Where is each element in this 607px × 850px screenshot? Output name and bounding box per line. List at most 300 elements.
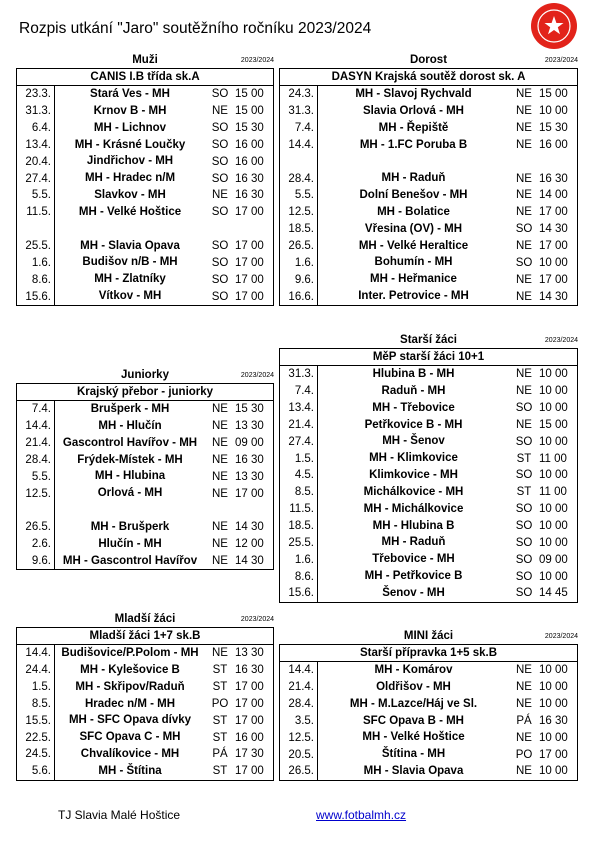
match-date: 25.5. <box>25 240 51 253</box>
match-weekday: PO <box>211 697 229 710</box>
match-time: 14 30 <box>235 521 264 534</box>
match-teams: MH - Štítina <box>54 763 205 780</box>
match-teams: Frýdek-Místek - MH <box>54 452 205 469</box>
match-weekday: NE <box>516 88 532 101</box>
match-time: 17 00 <box>539 206 568 219</box>
match-time: 10 00 <box>539 256 568 269</box>
match-date: 5.6. <box>31 765 51 778</box>
section-title: Mladší žáci <box>114 613 176 625</box>
match-date: 14.4. <box>288 664 314 677</box>
match-teams: MH - Lichnov <box>54 120 205 137</box>
competition-name: Mladší žáci 1+7 sk.B <box>16 627 274 645</box>
match-time: 12 00 <box>235 538 264 551</box>
match-date: 1.6. <box>31 256 51 269</box>
match-time: 16 30 <box>235 172 264 185</box>
match-list <box>16 401 274 570</box>
match-row <box>280 366 577 383</box>
match-date: 9.6. <box>31 555 51 568</box>
match-date: 1.5. <box>31 681 51 694</box>
match-row <box>17 254 273 271</box>
match-date: 28.4. <box>25 453 51 466</box>
match-time: 15 30 <box>539 122 568 135</box>
match-teams: Šenov - MH <box>317 585 509 602</box>
match-date: 18.5. <box>288 520 314 533</box>
match-weekday: ST <box>212 765 228 778</box>
match-teams: Stará Ves - MH <box>54 86 205 103</box>
match-date: 20.4. <box>25 155 51 168</box>
match-row <box>17 662 273 679</box>
match-row <box>17 536 273 553</box>
match-weekday: NE <box>516 385 532 398</box>
match-date: 28.4. <box>288 698 314 711</box>
section-mladsi <box>16 612 274 781</box>
match-date: 21.4. <box>288 418 314 431</box>
match-weekday: SO <box>515 469 533 482</box>
match-time: 17 00 <box>235 273 264 286</box>
match-row <box>17 137 273 154</box>
match-row <box>17 153 273 170</box>
match-time: 17 00 <box>539 748 568 761</box>
match-time: 15 30 <box>235 403 264 416</box>
match-weekday: ST <box>516 452 532 465</box>
match-row <box>17 468 273 485</box>
match-time: 11 00 <box>539 452 567 465</box>
match-teams: Štítina - MH <box>317 746 509 763</box>
match-weekday: NE <box>516 765 532 778</box>
match-teams <box>317 153 509 170</box>
match-time: 14 30 <box>539 223 568 236</box>
match-row <box>280 746 577 763</box>
match-teams: Raduň - MH <box>317 383 509 400</box>
match-date: 14.4. <box>25 647 51 660</box>
section-title: MINI žáci <box>403 630 454 642</box>
match-teams: MH - Raduň <box>317 170 509 187</box>
match-row <box>17 485 273 502</box>
match-time: 15 30 <box>235 122 264 135</box>
match-row <box>17 712 273 729</box>
section-muzi <box>16 53 274 306</box>
match-teams: MH - Gascontrol Havířov <box>54 553 205 570</box>
match-weekday: NE <box>516 698 532 711</box>
match-teams: SFC Opava C - MH <box>54 729 205 746</box>
match-date: 31.3. <box>288 368 314 381</box>
match-date: 12.5. <box>288 731 314 744</box>
match-weekday: NE <box>212 555 228 568</box>
match-teams: Budišovice/P.Polom - MH <box>54 645 205 662</box>
match-row <box>17 763 273 780</box>
match-time: 17 00 <box>235 240 264 253</box>
match-time: 10 00 <box>539 368 568 381</box>
section-starsi <box>279 333 578 603</box>
match-weekday: NE <box>516 273 532 286</box>
match-time: 16 30 <box>235 664 264 677</box>
match-time: 10 00 <box>539 105 568 118</box>
competition-name: CANIS I.B třída sk.A <box>16 68 274 86</box>
competition-name: Starší přípravka 1+5 sk.B <box>279 644 578 662</box>
match-row <box>280 120 577 137</box>
match-row <box>280 153 577 170</box>
match-teams: MH - SFC Opava dívky <box>54 712 205 729</box>
match-row <box>280 467 577 484</box>
match-teams: MH - Hlubina <box>54 468 205 485</box>
match-weekday: SO <box>515 402 533 415</box>
match-date: 14.4. <box>25 420 51 433</box>
match-date: 6.4. <box>31 122 51 135</box>
match-weekday: NE <box>212 453 228 466</box>
match-row <box>280 383 577 400</box>
match-date: 22.5. <box>25 731 51 744</box>
competition-name: Krajský přebor - juniorky <box>16 383 274 401</box>
match-teams: MH - Hlučín <box>54 418 205 435</box>
match-date: 7.4. <box>294 122 314 135</box>
match-row <box>17 435 273 452</box>
match-date: 31.3. <box>288 105 314 118</box>
match-teams: Gascontrol Havířov - MH <box>54 435 205 452</box>
match-teams: MH - Kylešovice B <box>54 662 205 679</box>
match-weekday: NE <box>212 521 228 534</box>
match-row <box>280 433 577 450</box>
match-teams: Vítkov - MH <box>54 288 205 305</box>
match-teams: MH - M.Lazce/Háj ve Sl. <box>317 696 509 713</box>
match-teams: MH - Slavia Opava <box>317 763 509 780</box>
match-date: 26.5. <box>25 521 51 534</box>
match-weekday: SO <box>211 172 229 185</box>
match-teams: MH - Třebovice <box>317 400 509 417</box>
section-title: Dorost <box>409 54 448 66</box>
match-row <box>280 729 577 746</box>
match-date: 5.5. <box>31 470 51 483</box>
match-date: 16.6. <box>288 290 314 303</box>
match-date: 1.6. <box>294 256 314 269</box>
match-row <box>17 238 273 255</box>
match-row <box>280 585 577 602</box>
season-label: 2023/2024 <box>240 616 274 623</box>
footer-club-name: TJ Slavia Malé Hoštice <box>58 808 181 822</box>
match-row <box>17 746 273 763</box>
match-weekday: PÁ <box>516 714 532 727</box>
match-weekday: NE <box>212 437 228 450</box>
match-date: 25.5. <box>288 536 314 549</box>
match-time: 17 00 <box>235 290 264 303</box>
match-date: 1.5. <box>294 452 314 465</box>
match-time: 10 00 <box>539 681 568 694</box>
match-weekday: NE <box>212 487 228 500</box>
match-date: 1.6. <box>294 553 314 566</box>
match-teams <box>54 221 205 238</box>
match-date: 11.5. <box>26 206 51 219</box>
match-weekday: NE <box>516 731 532 744</box>
match-teams: MH - Komárov <box>317 662 509 679</box>
match-row <box>17 696 273 713</box>
section-juniorky <box>16 368 274 570</box>
match-teams: Hlubina B - MH <box>317 366 509 383</box>
match-teams: Hlučín - MH <box>54 536 205 553</box>
match-date: 23.3. <box>25 88 51 101</box>
section-title: Juniorky <box>121 369 169 381</box>
match-teams: Slavia Orlová - MH <box>317 103 509 120</box>
match-teams: MH - Heřmanice <box>317 271 509 288</box>
match-date: 15.6. <box>25 290 51 303</box>
season-label: 2023/2024 <box>544 57 578 64</box>
match-date: 2.6. <box>31 538 51 551</box>
match-time: 10 00 <box>539 503 568 516</box>
match-time: 16 30 <box>235 189 264 202</box>
match-weekday: ST <box>212 714 228 727</box>
match-time: 10 00 <box>539 570 568 583</box>
match-time: 10 00 <box>539 536 568 549</box>
match-row <box>280 679 577 696</box>
match-weekday: NE <box>212 189 228 202</box>
match-list <box>16 645 274 781</box>
match-weekday: NE <box>516 105 532 118</box>
match-list <box>16 86 274 306</box>
section-mini <box>279 629 578 781</box>
match-weekday: SO <box>515 587 533 600</box>
website-link[interactable]: www.fotbalmh.cz <box>316 808 407 822</box>
match-weekday: SO <box>515 435 533 448</box>
match-row <box>17 679 273 696</box>
match-date: 3.5. <box>294 714 314 727</box>
match-teams: Bohumín - MH <box>317 254 509 271</box>
match-teams: MH - Raduň <box>317 534 509 551</box>
match-teams: MH - Velké Hoštice <box>54 204 205 221</box>
match-weekday: SO <box>515 223 533 236</box>
match-date: 27.4. <box>25 172 51 185</box>
match-row <box>280 551 577 568</box>
match-time: 15 00 <box>539 88 568 101</box>
match-row <box>17 170 273 187</box>
match-teams: MH - Krásné Loučky <box>54 137 205 154</box>
match-teams: MH - Skřipov/Raduň <box>54 679 205 696</box>
match-weekday: SO <box>515 553 533 566</box>
match-teams: MH - Hlubina B <box>317 518 509 535</box>
match-weekday: ST <box>212 664 228 677</box>
match-teams <box>54 502 205 519</box>
match-time: 10 00 <box>539 765 568 778</box>
match-row <box>17 288 273 305</box>
match-teams: Krnov B - MH <box>54 103 205 120</box>
match-row <box>280 288 577 305</box>
match-weekday: NE <box>516 206 532 219</box>
match-teams: Slavkov - MH <box>54 187 205 204</box>
match-date: 26.5. <box>288 765 314 778</box>
match-teams: Orlová - MH <box>54 485 205 502</box>
match-date: 21.4. <box>288 681 314 694</box>
match-teams: Vřesina (OV) - MH <box>317 221 509 238</box>
match-time: 11 00 <box>539 486 567 499</box>
section-dorost <box>279 53 578 306</box>
match-teams: MH - Slavoj Rychvald <box>317 86 509 103</box>
match-teams: Hradec n/M - MH <box>54 696 205 713</box>
match-weekday: ST <box>212 731 228 744</box>
match-row <box>280 103 577 120</box>
season-label: 2023/2024 <box>544 633 578 640</box>
match-date: 5.5. <box>31 189 51 202</box>
match-time: 14 30 <box>539 290 568 303</box>
match-teams: MH - Klimkovice <box>317 450 509 467</box>
match-row <box>280 696 577 713</box>
competition-name: DASYN Krajská soutěž dorost sk. A <box>279 68 578 86</box>
match-time: 14 30 <box>235 555 264 568</box>
match-weekday: SO <box>515 520 533 533</box>
match-weekday: ST <box>516 486 532 499</box>
match-weekday: NE <box>516 122 532 135</box>
match-time: 14 00 <box>539 189 568 202</box>
match-date: 13.4. <box>288 402 314 415</box>
match-list <box>279 662 578 781</box>
match-teams: MH - Brušperk <box>54 519 205 536</box>
match-weekday: NE <box>516 172 532 185</box>
match-time: 13 30 <box>235 420 264 433</box>
match-time: 14 45 <box>539 587 568 600</box>
match-row <box>280 568 577 585</box>
match-date: 7.4. <box>31 403 51 416</box>
match-row <box>17 271 273 288</box>
match-row <box>280 450 577 467</box>
match-weekday: NE <box>212 403 228 416</box>
match-weekday: NE <box>516 368 532 381</box>
match-time: 15 00 <box>235 105 264 118</box>
match-teams: MH - 1.FC Poruba B <box>317 137 509 154</box>
match-date: 14.4. <box>288 138 314 151</box>
match-time: 16 30 <box>539 714 568 727</box>
match-time: 17 00 <box>539 240 568 253</box>
match-row <box>280 534 577 551</box>
match-teams: MH - Slavia Opava <box>54 238 205 255</box>
match-weekday: SO <box>211 206 229 219</box>
match-date: 11.5. <box>289 503 314 516</box>
match-row <box>280 501 577 518</box>
match-weekday: SO <box>211 88 229 101</box>
match-weekday: NE <box>212 105 228 118</box>
match-time: 16 00 <box>235 138 264 151</box>
match-time: 16 00 <box>235 155 264 168</box>
match-time: 15 00 <box>235 88 264 101</box>
match-weekday: SO <box>211 155 229 168</box>
match-list <box>279 86 578 306</box>
match-row <box>17 502 273 519</box>
match-time: 10 00 <box>539 402 568 415</box>
match-row <box>280 238 577 255</box>
match-date: 7.4. <box>294 385 314 398</box>
match-teams: Budišov n/B - MH <box>54 254 205 271</box>
match-row <box>17 401 273 418</box>
match-weekday: NE <box>212 420 228 433</box>
match-date: 27.4. <box>288 435 314 448</box>
match-row <box>17 553 273 570</box>
match-date: 13.4. <box>25 138 51 151</box>
section-title: Starší žáci <box>400 334 457 346</box>
match-row <box>280 86 577 103</box>
match-date: 15.5. <box>25 714 51 727</box>
match-teams: Dolní Benešov - MH <box>317 187 509 204</box>
match-row <box>17 103 273 120</box>
match-date: 28.4. <box>288 172 314 185</box>
match-time: 17 00 <box>235 697 264 710</box>
match-row <box>17 519 273 536</box>
match-time: 16 00 <box>539 138 568 151</box>
match-teams: MH - Velké Hoštice <box>317 729 509 746</box>
match-weekday: NE <box>516 138 532 151</box>
match-row <box>280 417 577 434</box>
match-row <box>280 170 577 187</box>
match-weekday: NE <box>212 647 228 660</box>
match-weekday: SO <box>515 256 533 269</box>
match-row <box>280 137 577 154</box>
match-teams: Michálkovice - MH <box>317 484 509 501</box>
match-teams: MH - Bolatice <box>317 204 509 221</box>
match-time: 13 30 <box>235 647 264 660</box>
page-title: Rozpis utkání "Jaro" soutěžního ročníku 2023/2024 <box>19 20 372 37</box>
match-teams: MH - Zlatníky <box>54 271 205 288</box>
match-date: 5.5. <box>294 189 314 202</box>
match-row <box>280 518 577 535</box>
match-row <box>280 221 577 238</box>
match-teams: Oldřišov - MH <box>317 679 509 696</box>
match-teams: MH - Petřkovice B <box>317 568 509 585</box>
match-weekday: NE <box>516 664 532 677</box>
match-weekday: SO <box>211 290 229 303</box>
match-time: 17 00 <box>235 487 264 500</box>
match-date: 24.4. <box>25 664 51 677</box>
match-weekday: PO <box>515 748 533 761</box>
match-weekday: SO <box>211 122 229 135</box>
match-time: 09 00 <box>235 437 264 450</box>
match-weekday: SO <box>211 273 229 286</box>
match-time: 10 00 <box>539 435 568 448</box>
match-weekday: ST <box>212 681 228 694</box>
match-row <box>17 120 273 137</box>
match-time: 13 30 <box>235 470 264 483</box>
match-row <box>17 645 273 662</box>
match-row <box>17 86 273 103</box>
match-row <box>280 713 577 730</box>
match-teams: MH - Velké Heraltice <box>317 238 509 255</box>
season-label: 2023/2024 <box>544 337 578 344</box>
match-row <box>280 271 577 288</box>
match-weekday: SO <box>515 536 533 549</box>
match-row <box>280 484 577 501</box>
match-teams: Inter. Petrovice - MH <box>317 288 509 305</box>
match-time: 17 00 <box>539 273 568 286</box>
club-logo <box>530 2 578 50</box>
match-date: 12.5. <box>25 487 51 500</box>
match-weekday: SO <box>211 256 229 269</box>
match-time: 09 00 <box>539 553 568 566</box>
match-date: 18.5. <box>288 223 314 236</box>
match-time: 10 00 <box>539 520 568 533</box>
match-date: 8.6. <box>31 273 51 286</box>
match-row <box>17 729 273 746</box>
match-row <box>17 418 273 435</box>
match-teams: Brušperk - MH <box>54 401 205 418</box>
match-teams: Klimkovice - MH <box>317 467 509 484</box>
match-time: 17 00 <box>235 681 264 694</box>
match-weekday: SO <box>211 240 229 253</box>
match-time: 17 00 <box>235 206 264 219</box>
match-weekday: NE <box>212 470 228 483</box>
match-weekday: SO <box>515 503 533 516</box>
match-weekday: NE <box>516 681 532 694</box>
match-row <box>280 254 577 271</box>
match-row <box>280 400 577 417</box>
match-row <box>17 204 273 221</box>
match-weekday: NE <box>212 538 228 551</box>
match-time: 10 00 <box>539 469 568 482</box>
section-title: Muži <box>132 54 158 66</box>
match-teams: MH - Hradec n/M <box>54 170 205 187</box>
match-weekday: PÁ <box>212 748 228 761</box>
